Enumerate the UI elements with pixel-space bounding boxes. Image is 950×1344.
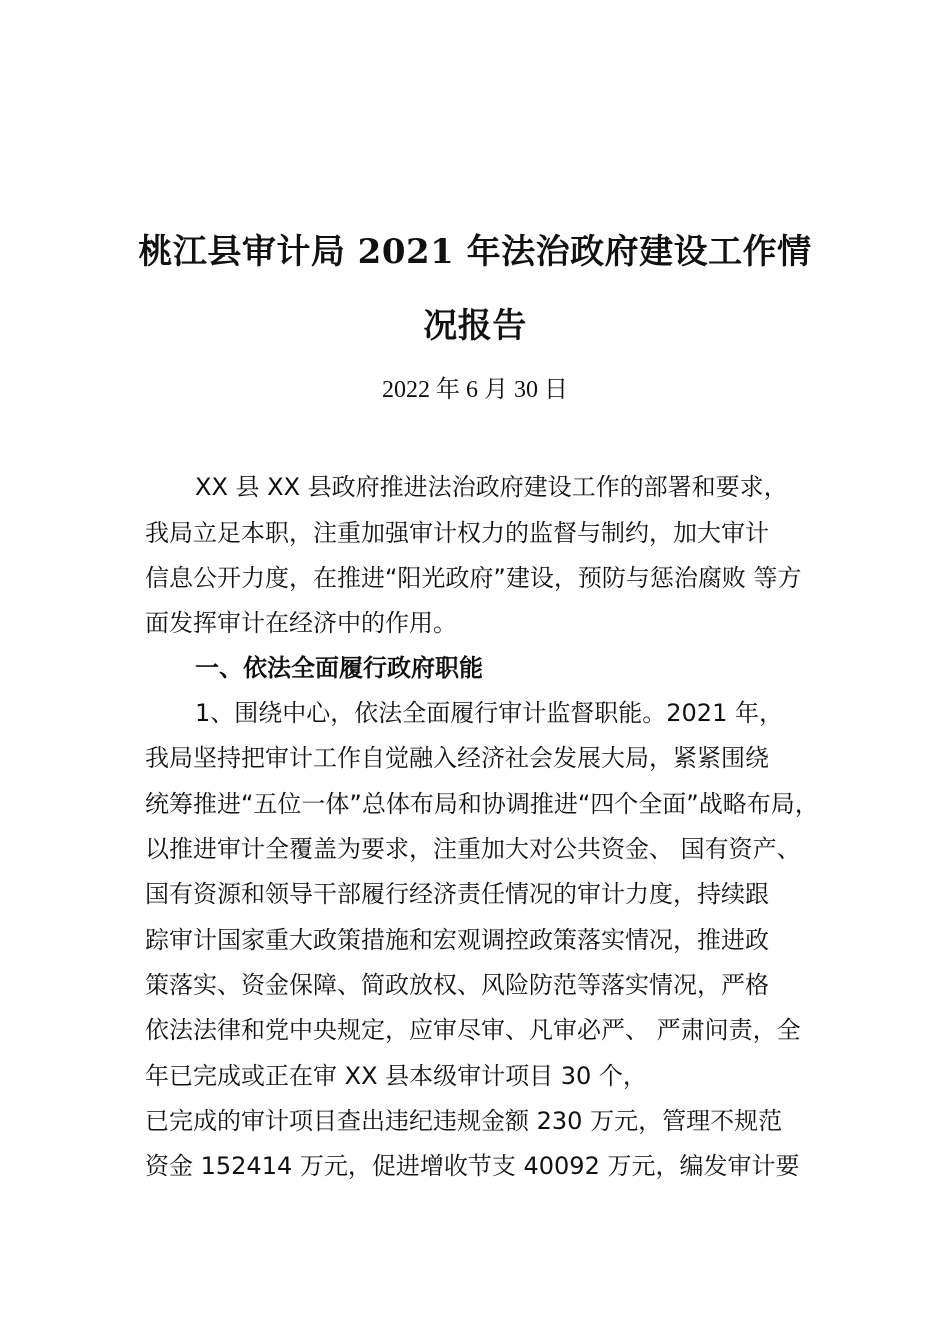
paragraph-line: 国有资源和领导干部履行经济责任情况的审计力度，持续跟	[145, 880, 769, 908]
paragraph-line: 信息公开力度，在推进“阳光政府”建设，预防与惩治腐败 等方	[145, 564, 802, 592]
paragraph-line: 我局坚持把审计工作自觉融入经济社会发展大局，紧紧围绕	[145, 744, 769, 772]
section-heading: 一、依法全面履行政府职能	[195, 654, 483, 682]
paragraph-line: 资金 152414 万元，促进增收节支 40092 万元，编发审计要	[145, 1152, 800, 1180]
paragraph-line: 统筹推进“五位一体”总体布局和协调推进“四个全面”战略布局，	[145, 790, 819, 818]
document-date: 2022 年 6 月 30 日	[382, 377, 568, 403]
paragraph-line: 策落实、资金保障、简政放权、风险防范等落实情况，严格	[145, 971, 769, 999]
paragraph-line: 年已完成或正在审 XX 县本级审计项目 30 个，	[145, 1062, 647, 1090]
document-title-line-1: 桃江县审计局 2021 年法治政府建设工作情	[138, 232, 812, 272]
paragraph-line: 1、围绕中心，依法全面履行审计监督职能。2021 年，	[195, 699, 783, 727]
document-title-line-2: 况报告	[423, 306, 527, 346]
paragraph-line: 依法法律和党中央规定，应审尽审、凡审必严、 严肃问责，全	[145, 1016, 801, 1044]
paragraph-line: XX 县 XX 县政府推进法治政府建设工作的部署和要求，	[195, 473, 788, 501]
paragraph-line: 踪审计国家重大政策措施和宏观调控政策落实情况，推进政	[145, 926, 769, 954]
paragraph-line: 已完成的审计项目查出违纪违规金额 230 万元，管理不规范	[145, 1107, 783, 1135]
paragraph-line: 以推进审计全覆盖为要求，注重加大对公共资金、 国有资产、	[145, 835, 801, 863]
paragraph-line: 我局立足本职，注重加强审计权力的监督与制约，加大审计	[145, 519, 769, 547]
paragraph-line: 面发挥审计在经济中的作用。	[145, 609, 457, 637]
